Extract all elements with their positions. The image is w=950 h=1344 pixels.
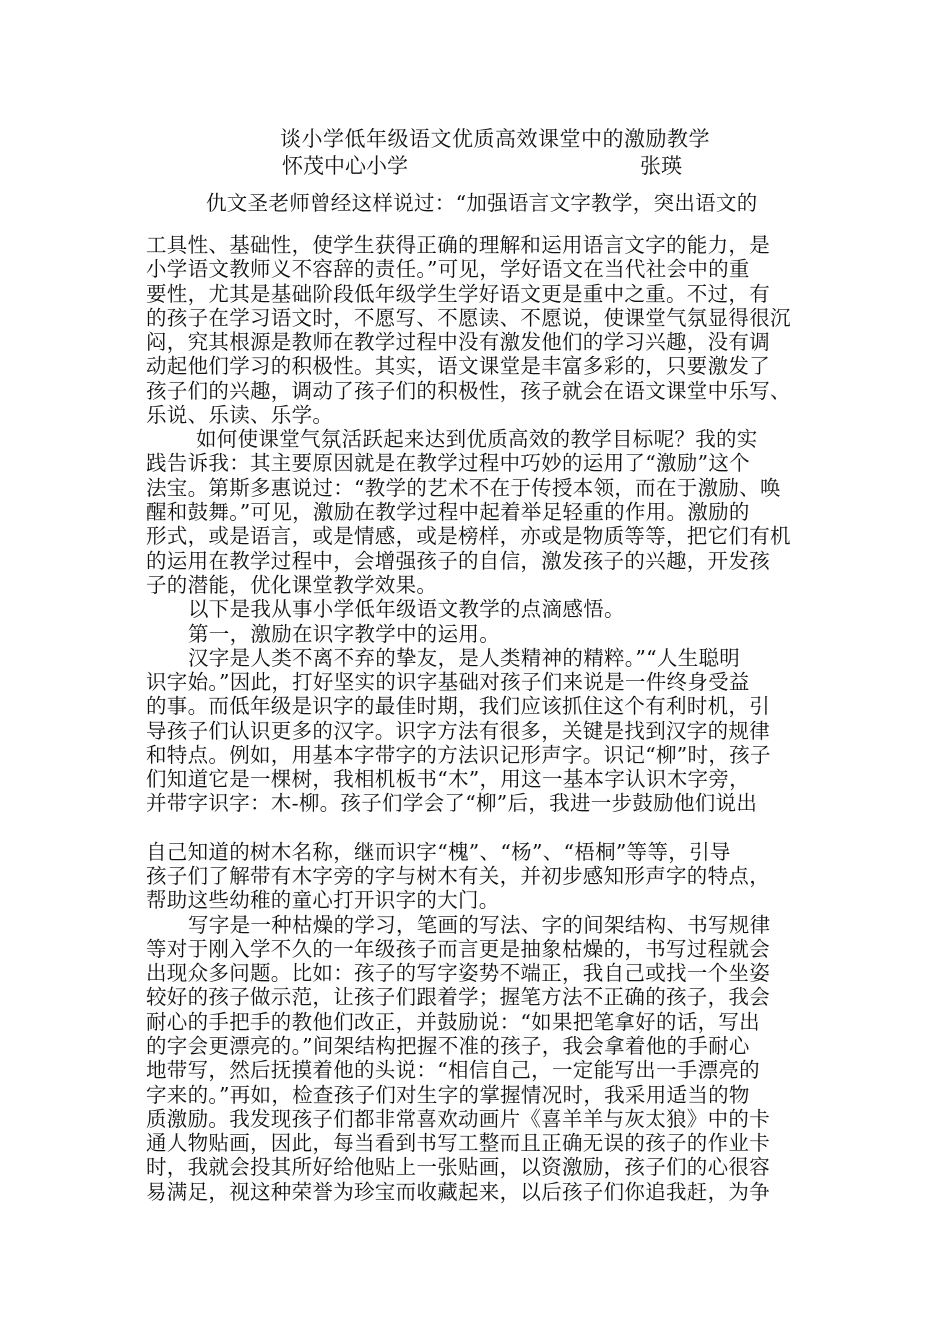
paragraph-line: 子的潜能，优化课堂教学效果。 xyxy=(146,573,438,597)
document-title: 谈小学低年级语文优质高效课堂中的激励教学 xyxy=(280,127,710,151)
paragraph-line: 工具性、基础性，使学生获得正确的理解和运用语言文字的能力，是 xyxy=(146,233,770,257)
paragraph-line: 的字会更漂亮的。”间架结构把握不准的孩子，我会拿着他的手耐心 xyxy=(146,1034,750,1058)
paragraph-line: 形式，或是语言，或是情感，或是榜样，亦或是物质等等，把它们有机 xyxy=(146,524,791,548)
school-name: 怀茂中心小学 xyxy=(282,154,408,178)
paragraph-line: 们知道它是一棵树，我相机板书“木”，用这一基本字认识木字旁， xyxy=(146,767,750,791)
paragraph-line: 的事。而低年级是识字的最佳时期，我们应该抓住这个有利时机，引 xyxy=(146,694,770,718)
paragraph-line: 自己知道的树木名称，继而识字“槐”、“杨”、“梧桐”等等，引导 xyxy=(146,840,731,864)
paragraph-line: 地带写，然后抚摸着他的头说：“相信自己，一定能写出一手漂亮的 xyxy=(146,1058,760,1082)
paragraph-line: 如何使课堂气氛活跃起来达到优质高效的教学目标呢？我的实 xyxy=(196,427,758,451)
paragraph-line: 小学语文教师义不容辞的责任。”可见，学好语文在当代社会中的重 xyxy=(146,257,750,281)
paragraph-line: 仇文圣老师曾经这样说过：“加强语言文字教学，突出语文的 xyxy=(206,191,758,215)
paragraph-line: 易满足，视这种荣誉为珍宝而收藏起来，以后孩子们你追我赶，为争 xyxy=(146,1180,770,1204)
paragraph-line: 通人物贴画，因此，每当看到书写工整而且正确无误的孩子的作业卡 xyxy=(146,1131,770,1155)
paragraph-line: 践告诉我：其主要原因就是在教学过程中巧妙的运用了“激励”这个 xyxy=(146,451,750,475)
paragraph-line: 时，我就会投其所好给他贴上一张贴画，以资激励，孩子们的心很容 xyxy=(146,1155,770,1179)
paragraph-line: 孩子们了解带有木字旁的字与树木有关，并初步感知形声字的特点， xyxy=(146,864,770,888)
paragraph-line: 的孩子在学习语文时，不愿写、不愿读、不愿说，使课堂气氛显得很沉 xyxy=(146,306,791,330)
paragraph-line: 以下是我从事小学低年级语文教学的点滴感悟。 xyxy=(188,597,625,621)
paragraph-line: 帮助这些幼稚的童心打开识字的大门。 xyxy=(146,888,500,912)
paragraph-line: 写字是一种枯燥的学习，笔画的写法、字的间架结构、书写规律 xyxy=(188,913,771,937)
paragraph-line: 并带字识字：木-柳。孩子们学会了“柳”后，我进一步鼓励他们说出 xyxy=(146,791,758,815)
paragraph-line: 识字始。”因此，打好坚实的识字基础对孩子们来说是一件终身受益 xyxy=(146,670,750,694)
paragraph-line: 法宝。第斯多惠说过：“教学的艺术不在于传授本领，而在于激励、唤 xyxy=(146,476,781,500)
paragraph-line: 等对于刚入学不久的一年级孩子而言更是抽象枯燥的，书写过程就会 xyxy=(146,937,770,961)
paragraph-line: 动起他们学习的积极性。其实，语文课堂是丰富多彩的，只要激发了 xyxy=(146,354,770,378)
paragraph-line: 汉字是人类不离不弃的挚友，是人类精神的精粹。”“人生聪明 xyxy=(188,646,741,670)
paragraph-line: 耐心的手把手的教他们改正，并鼓励说：“如果把笔拿好的话，写出 xyxy=(146,1010,760,1034)
paragraph-line: 孩子们的兴趣，调动了孩子们的积极性，孩子就会在语文课堂中乐写、 xyxy=(146,379,791,403)
byline xyxy=(0,150,950,180)
paragraph-line: 质激励。我发现孩子们都非常喜欢动画片《喜羊羊与灰太狼》中的卡 xyxy=(146,1107,770,1131)
paragraph-line: 出现众多问题。比如：孩子的写字姿势不端正，我自己或找一个坐姿 xyxy=(146,961,770,985)
paragraph-line: 和特点。例如，用基本字带字的方法识记形声字。识记“柳”时，孩子 xyxy=(146,743,771,767)
paragraph-line: 的运用在教学过程中，会增强孩子的自信，激发孩子的兴趣，开发孩 xyxy=(146,549,770,573)
paragraph-line: 第一，激励在识字教学中的运用。 xyxy=(188,622,500,646)
paragraph-line: 字来的。”再如，检查孩子们对生字的掌握情况时，我采用适当的物 xyxy=(146,1083,750,1107)
paragraph-line: 导孩子们认识更多的汉字。识字方法有很多，关键是找到汉字的规律 xyxy=(146,719,770,743)
paragraph-line: 醒和鼓舞。”可见，激励在教学过程中起着举足轻重的作用。激励的 xyxy=(146,500,750,524)
paragraph-line: 闷，究其根源是教师在教学过程中没有激发他们的学习兴趣，没有调 xyxy=(146,330,770,354)
author-name: 张瑛 xyxy=(640,154,682,178)
paragraph-line: 要性，尤其是基础阶段低年级学生学好语文更是重中之重。不过，有 xyxy=(146,282,770,306)
paragraph-line: 较好的孩子做示范，让孩子们跟着学；握笔方法不正确的孩子，我会 xyxy=(146,985,770,1009)
paragraph-line: 乐说、乐读、乐学。 xyxy=(146,403,334,427)
